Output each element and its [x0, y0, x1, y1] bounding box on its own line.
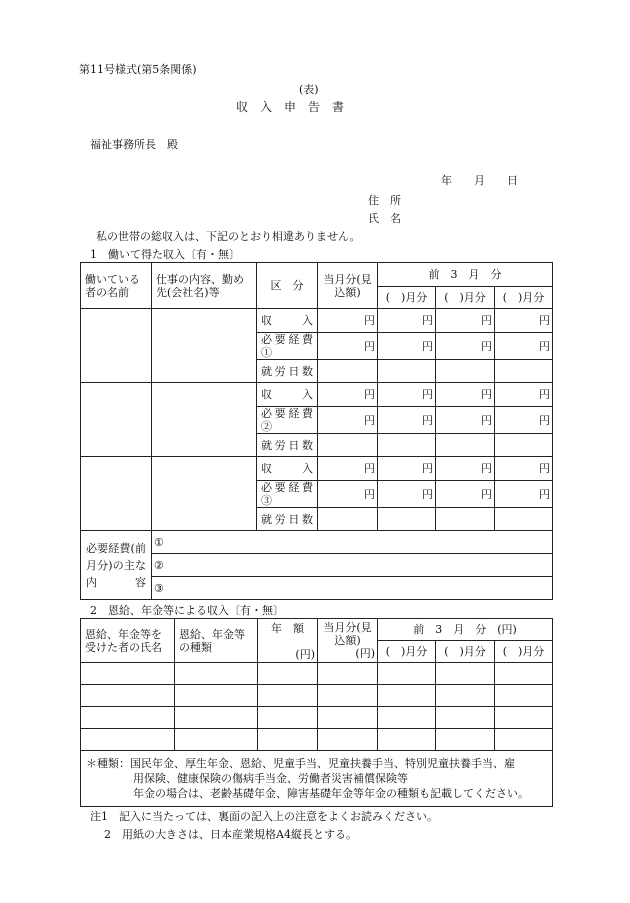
amount-cell[interactable] — [436, 508, 495, 531]
amount-cell[interactable]: 円 — [318, 481, 378, 508]
amount-cell[interactable]: 円 — [378, 407, 436, 434]
amount-cell[interactable] — [318, 434, 378, 457]
amount-cell[interactable]: 円 — [495, 333, 553, 360]
expense-item[interactable]: ③ — [152, 577, 553, 600]
expenses-label: 必要経費(前月分)の主な内容 — [81, 531, 152, 600]
amount-cell[interactable]: 円 — [318, 457, 378, 481]
amount-cell[interactable] — [436, 434, 495, 457]
amount-cell[interactable]: 円 — [378, 333, 436, 360]
pension-cell[interactable] — [495, 707, 553, 729]
job-cell[interactable] — [152, 309, 257, 383]
pension-cell[interactable] — [81, 685, 175, 707]
address-label: 住 所 — [368, 194, 401, 207]
amount-cell[interactable]: 円 — [436, 457, 495, 481]
amount-cell[interactable]: 円 — [318, 309, 378, 333]
amount-cell[interactable]: 円 — [378, 481, 436, 508]
pension-cell[interactable] — [318, 663, 378, 685]
pension-cell[interactable] — [81, 707, 175, 729]
pension-cell[interactable] — [258, 685, 318, 707]
pension-types-note — [81, 751, 553, 807]
pension-cell[interactable] — [318, 729, 378, 751]
month-header[interactable]: ( )月分 — [378, 641, 436, 663]
amount-cell[interactable]: 円 — [436, 407, 495, 434]
annual-amount-header: 年 額 (円) — [258, 619, 318, 663]
table-row — [81, 707, 553, 729]
pension-cell[interactable] — [436, 729, 495, 751]
amount-cell[interactable]: 円 — [378, 383, 436, 407]
amount-cell[interactable]: 円 — [436, 333, 495, 360]
amount-cell[interactable] — [378, 434, 436, 457]
pension-cell[interactable] — [436, 685, 495, 707]
amount-cell[interactable]: 円 — [318, 407, 378, 434]
amount-cell[interactable] — [495, 508, 553, 531]
pension-cell[interactable] — [258, 729, 318, 751]
worker-name-cell[interactable] — [81, 309, 152, 383]
date-field[interactable]: 年 月 日 — [441, 174, 518, 187]
pension-cell[interactable] — [378, 663, 436, 685]
month-header[interactable]: ( )月分 — [495, 287, 553, 309]
amount-cell[interactable]: 円 — [495, 481, 553, 508]
section1-heading: 1 働いて得た収入〔有・無〕 — [90, 248, 240, 261]
month-header[interactable]: ( )月分 — [378, 287, 436, 309]
footnote: 2 用紙の大きさは、日本産業規格A4縦長とする。 — [104, 828, 357, 841]
pension-cell[interactable] — [378, 729, 436, 751]
amount-cell[interactable]: 円 — [436, 309, 495, 333]
amount-cell[interactable] — [436, 360, 495, 383]
pension-cell[interactable] — [258, 707, 318, 729]
pension-cell[interactable] — [495, 729, 553, 751]
amount-cell[interactable] — [318, 508, 378, 531]
amount-cell[interactable] — [495, 434, 553, 457]
name-label: 氏 名 — [368, 212, 401, 225]
job-header: 仕事の内容、勤め先(会社名)等 — [152, 263, 257, 309]
table-row — [81, 685, 553, 707]
note-line: ＊種類：国民年金、厚生年金、恩給、児童手当、児童扶養手当、特別児童扶養手当、雇 — [86, 757, 515, 770]
month-header[interactable]: ( )月分 — [495, 641, 553, 663]
job-cell[interactable] — [152, 457, 257, 531]
amount-cell[interactable] — [495, 360, 553, 383]
expense-item[interactable]: ② — [152, 554, 553, 577]
page-title: 収 入 申 告 書 — [236, 100, 345, 114]
row-label: 就労日数 — [257, 360, 318, 383]
pension-cell[interactable] — [175, 685, 258, 707]
table-row — [81, 729, 553, 751]
row-label: 収入 — [257, 309, 318, 333]
pension-cell[interactable] — [175, 729, 258, 751]
pension-cell[interactable] — [175, 663, 258, 685]
amount-cell[interactable]: 円 — [495, 407, 553, 434]
amount-cell[interactable]: 円 — [318, 333, 378, 360]
expense-item[interactable]: ① — [152, 531, 553, 554]
worker-name-cell[interactable] — [81, 383, 152, 457]
amount-cell[interactable] — [318, 360, 378, 383]
amount-cell[interactable]: 円 — [495, 457, 553, 481]
pension-cell[interactable] — [436, 707, 495, 729]
row-label: 就労日数 — [257, 434, 318, 457]
month-header[interactable]: ( )月分 — [436, 287, 495, 309]
side-label: (表) — [299, 83, 319, 96]
statement: 私の世帯の総収入は、下記のとおり相違ありません。 — [96, 230, 361, 243]
form-number: 第11号様式(第5条関係) — [79, 63, 197, 76]
prev-3-months-header: 前 3 月 分 — [378, 263, 553, 287]
pension-cell[interactable] — [81, 663, 175, 685]
pension-cell[interactable] — [378, 707, 436, 729]
amount-cell[interactable]: 円 — [495, 383, 553, 407]
section2-heading: 2 恩給、年金等による収入〔有・無〕 — [90, 604, 284, 617]
month-header[interactable]: ( )月分 — [436, 641, 495, 663]
pension-cell[interactable] — [318, 685, 378, 707]
pension-income-table — [80, 618, 553, 807]
note-line: 用保険、健康保険の傷病手当金、労働者災害補償保険等 — [133, 772, 408, 785]
worker-name-cell[interactable] — [81, 457, 152, 531]
row-label: 必要経費③ — [257, 481, 318, 508]
amount-cell[interactable]: 円 — [318, 383, 378, 407]
amount-cell[interactable]: 円 — [436, 481, 495, 508]
pension-cell[interactable] — [495, 663, 553, 685]
pension-cell[interactable] — [495, 685, 553, 707]
amount-cell[interactable] — [378, 360, 436, 383]
pension-cell[interactable] — [436, 663, 495, 685]
worker-name-header: 働いている者の名前 — [81, 263, 152, 309]
amount-cell[interactable]: 円 — [495, 309, 553, 333]
note-line: 年金の場合は、老齢基礎年金、障害基礎年金等年金の種類も記載してください。 — [133, 787, 529, 800]
pension-type-header: 恩給、年金等の種類 — [175, 619, 258, 663]
amount-cell[interactable]: 円 — [378, 309, 436, 333]
job-cell[interactable] — [152, 383, 257, 457]
row-label: 収入 — [257, 383, 318, 407]
amount-cell[interactable]: 円 — [378, 457, 436, 481]
amount-cell[interactable]: 円 — [436, 383, 495, 407]
footnote: 注1 記入に当たっては、裏面の記入上の注意をよくお読みください。 — [90, 810, 438, 823]
earned-income-table — [80, 262, 553, 600]
recipient-header: 恩給、年金等を受けた者の氏名 — [81, 619, 175, 663]
pension-cell[interactable] — [175, 707, 258, 729]
row-label: 就労日数 — [257, 508, 318, 531]
row-label: 必要経費① — [257, 333, 318, 360]
prev-3-months-header: 前 3 月 分 (円) — [378, 619, 553, 641]
row-label: 必要経費② — [257, 407, 318, 434]
category-header: 区 分 — [257, 263, 318, 309]
current-month-header: 当月分(見込額) (円) — [318, 619, 378, 663]
pension-cell[interactable] — [258, 663, 318, 685]
row-label: 収入 — [257, 457, 318, 481]
pension-cell[interactable] — [81, 729, 175, 751]
pension-cell[interactable] — [318, 707, 378, 729]
amount-cell[interactable] — [378, 508, 436, 531]
addressee: 福祉事務所長 殿 — [90, 138, 178, 151]
table-row — [81, 663, 553, 685]
pension-cell[interactable] — [378, 685, 436, 707]
current-month-header: 当月分(見込額) — [318, 263, 378, 309]
